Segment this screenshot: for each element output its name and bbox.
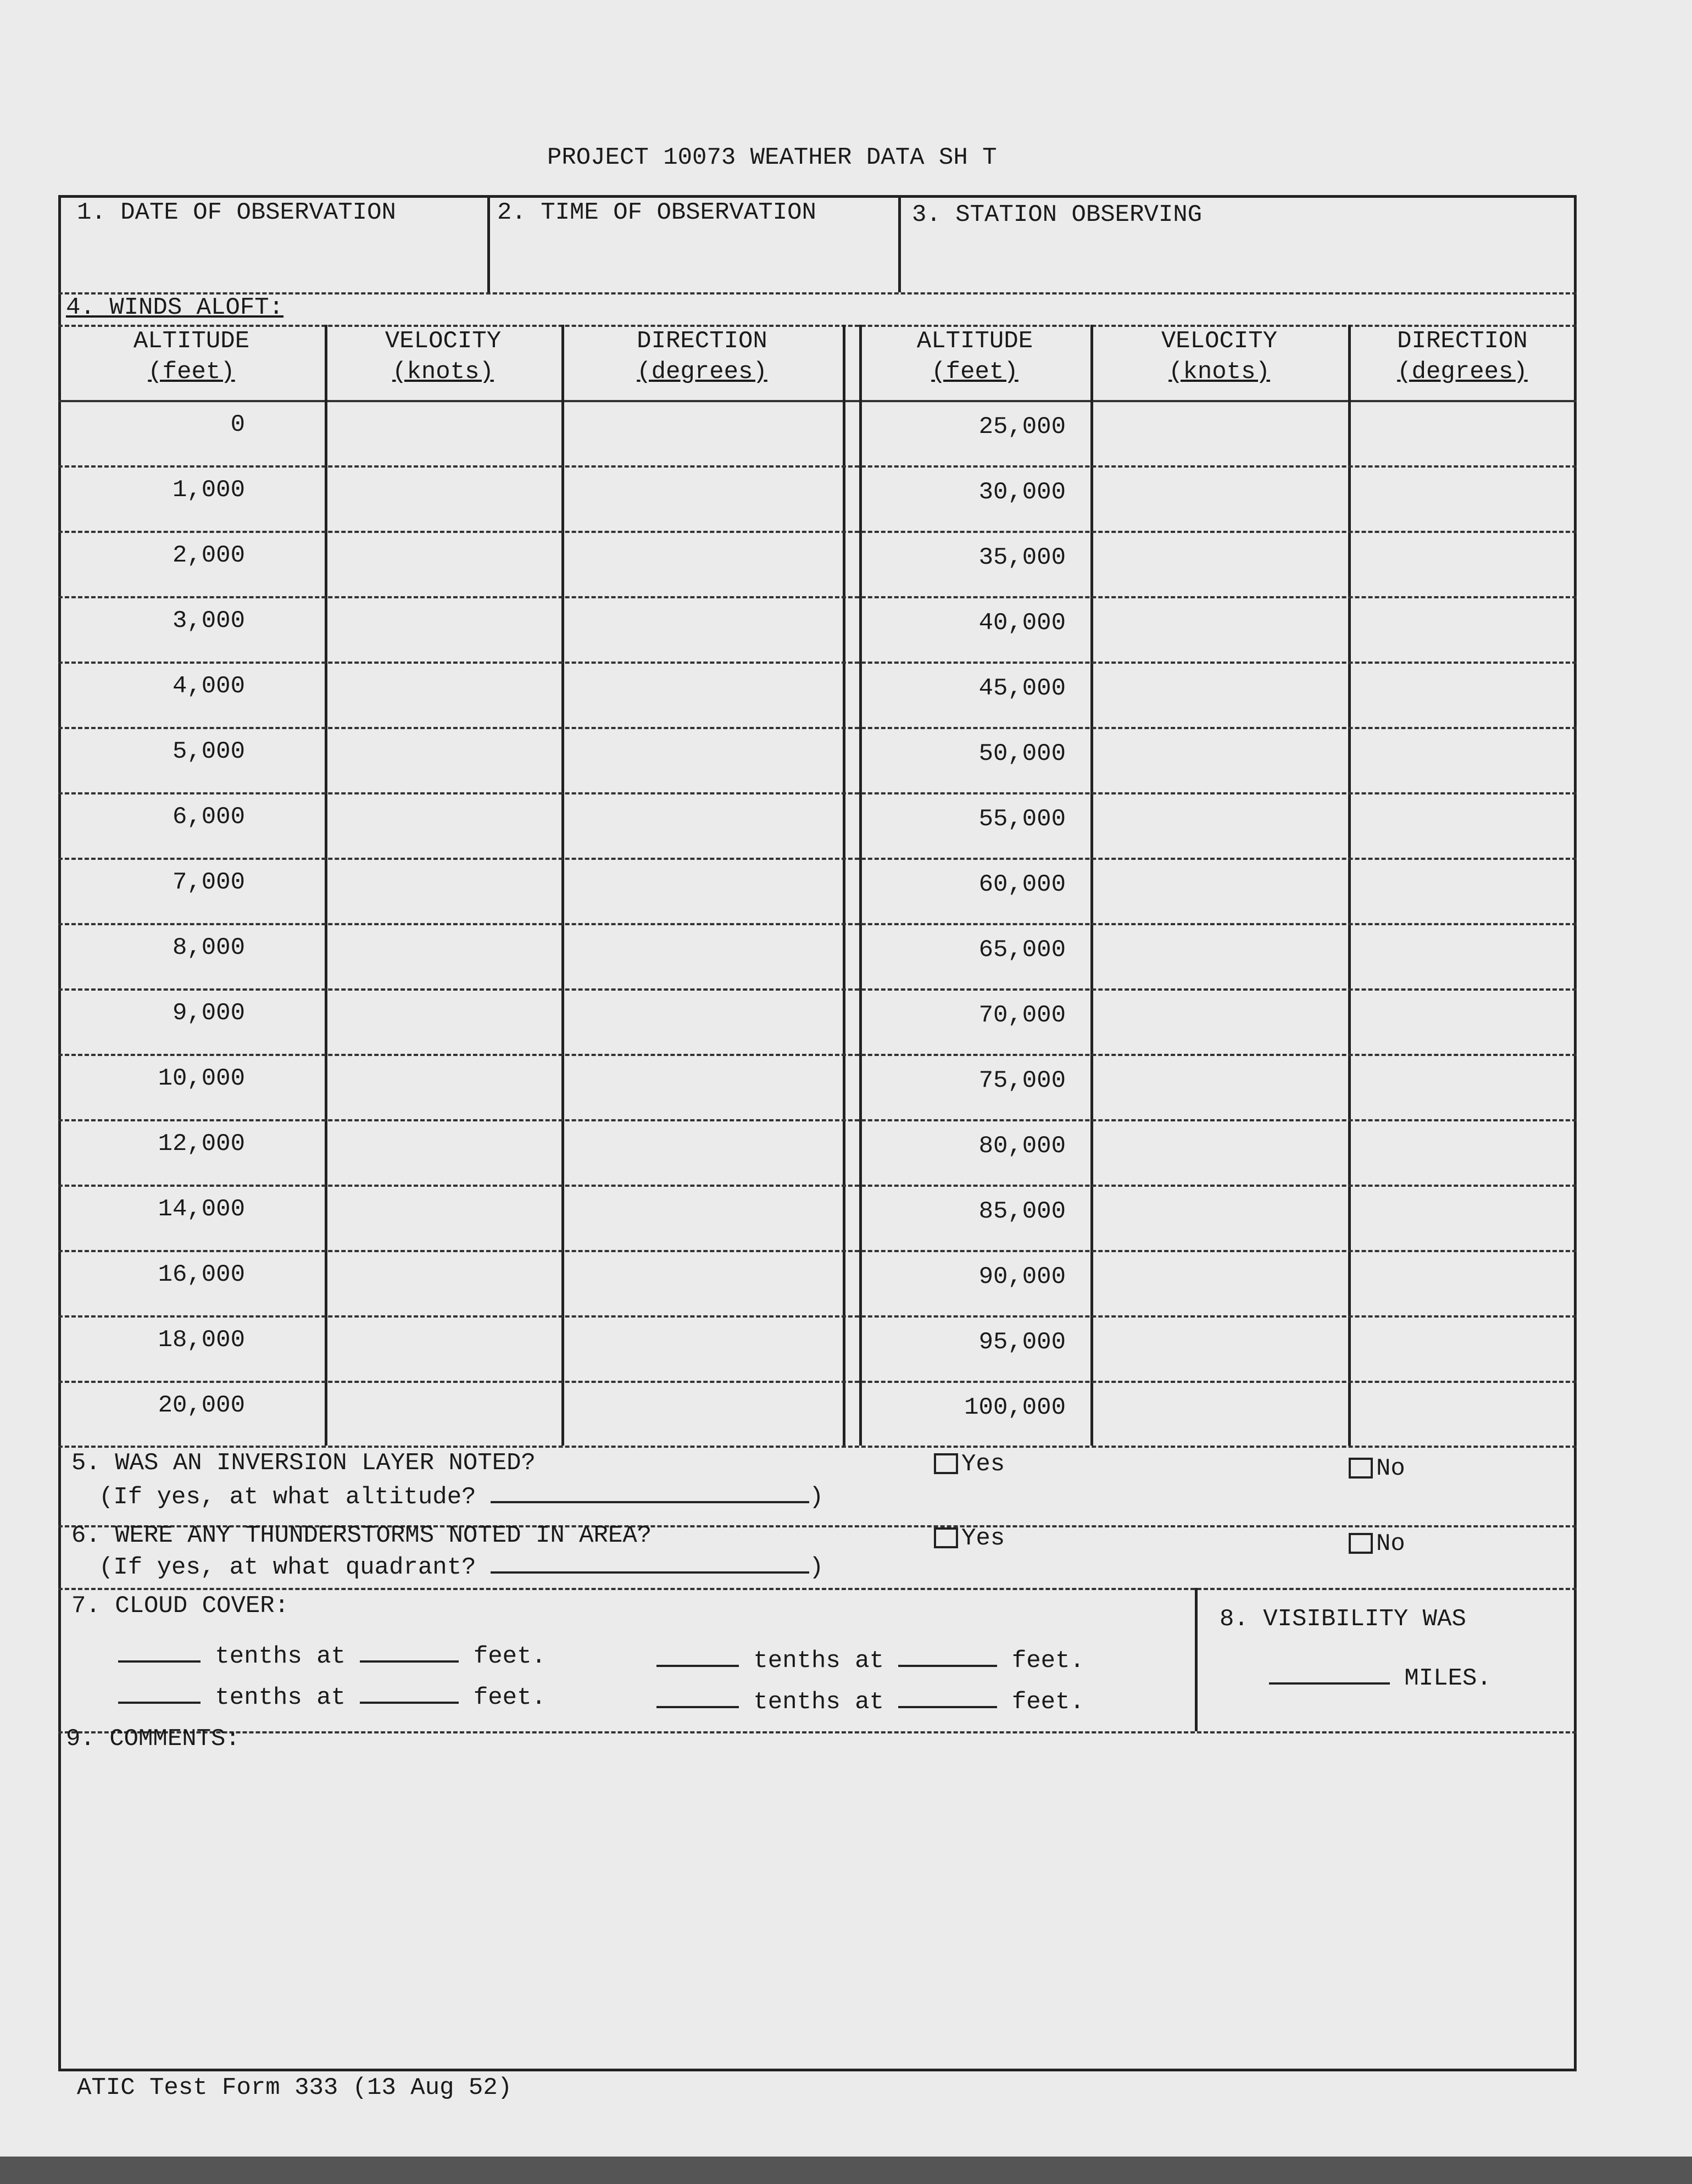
wind-entry-cell[interactable] [325,1119,561,1185]
wind-entry-cell[interactable] [325,400,561,465]
yes-label: Yes [961,1451,1005,1478]
wind-entry-cell[interactable] [561,531,843,596]
altitude-left: 0 [230,411,245,438]
comments-label: 9. COMMENTS: [66,1725,240,1753]
wind-entry-cell[interactable] [325,1054,561,1119]
checkbox[interactable] [934,1453,958,1474]
column-header: ALTITUDE [916,327,1033,355]
tenths-at-label: tenths at [215,1684,346,1711]
feet-field[interactable] [360,1660,459,1663]
feet-field[interactable] [898,1665,997,1667]
altitude-right: 80,000 [978,1132,1066,1160]
cloud-cover-row [656,1647,1084,1675]
wind-entry-cell[interactable] [1090,727,1348,792]
inversion-altitude-label [99,1483,823,1511]
divider [58,1446,1577,1448]
column-header-unit: (feet) [931,358,1018,386]
checkbox[interactable] [1349,1458,1373,1479]
wind-entry-cell[interactable] [561,858,843,923]
thunderstorm-quadrant-field[interactable] [491,1571,809,1574]
no-label: No [1376,1455,1405,1482]
altitude-right: 70,000 [978,1002,1066,1029]
wind-entry-cell[interactable] [561,1054,843,1119]
altitude-left: 6,000 [172,803,245,831]
wind-entry-cell[interactable] [1348,1185,1577,1250]
wind-entry-cell[interactable] [325,1381,561,1446]
wind-entry-cell[interactable] [561,1119,843,1185]
column-header-unit: (degrees) [1397,358,1528,386]
tenths-at-label: tenths at [753,1647,884,1675]
tenths-field[interactable] [118,1702,201,1704]
wind-entry-cell[interactable] [1348,596,1577,662]
wind-entry-cell[interactable] [1348,1315,1577,1381]
altitude-right: 30,000 [978,479,1066,506]
wind-entry-cell[interactable] [1348,465,1577,531]
wind-entry-cell[interactable] [1348,1054,1577,1119]
wind-entry-cell[interactable] [1090,1250,1348,1315]
feet-field[interactable] [898,1706,997,1708]
checkbox[interactable] [934,1527,958,1548]
wind-entry-cell[interactable] [325,1315,561,1381]
wind-entry-cell[interactable] [1090,1185,1348,1250]
altitude-left: 2,000 [172,542,245,569]
inversion-question: 5. WAS AN INVERSION LAYER NOTED? [71,1449,536,1477]
wind-entry-cell[interactable] [1090,858,1348,923]
wind-entry-cell[interactable] [325,1185,561,1250]
altitude-right: 100,000 [964,1394,1066,1421]
divider [898,195,901,292]
thunderstorm-question: 6. WERE ANY THUNDERSTORMS NOTED IN AREA? [71,1522,652,1549]
yes-label: Yes [961,1525,1005,1552]
wind-entry-cell[interactable] [1090,662,1348,727]
paren: ) [809,1483,824,1511]
wind-entry-cell[interactable] [325,923,561,988]
column-header: DIRECTION [637,327,767,355]
wind-entry-cell[interactable] [561,596,843,662]
cloud-cover-row [118,1684,546,1711]
altitude-left: 9,000 [172,999,245,1027]
wind-entry-cell[interactable] [1348,1119,1577,1185]
inversion-altitude-field[interactable] [491,1501,809,1503]
altitude-left: 16,000 [158,1261,245,1288]
time-of-observation-label: 2. TIME OF OBSERVATION [497,199,816,226]
tenths-field[interactable] [118,1660,201,1663]
altitude-right: 35,000 [978,544,1066,571]
divider [487,195,490,292]
scan-edge [0,2157,1692,2184]
altitude-right: 40,000 [978,609,1066,637]
checkbox[interactable] [1349,1533,1373,1554]
column-header-unit: (feet) [148,358,235,386]
wind-entry-cell[interactable] [561,662,843,727]
form-title: PROJECT 10073 WEATHER DATA SH T [547,144,997,171]
wind-entry-cell[interactable] [1348,1250,1577,1315]
column-header: DIRECTION [1397,327,1528,355]
feet-label: feet. [1011,1647,1084,1675]
visibility-row [1269,1665,1491,1692]
column-divider [859,325,862,1446]
feet-field[interactable] [360,1702,459,1704]
wind-entry-cell[interactable] [325,858,561,923]
altitude-left: 18,000 [158,1326,245,1354]
wind-entry-cell[interactable] [1090,531,1348,596]
column-divider [843,325,845,1446]
wind-entry-cell[interactable] [561,923,843,988]
wind-entry-cell[interactable] [561,1250,843,1315]
wind-entry-cell[interactable] [1348,1381,1577,1446]
visibility-label: 8. VISIBILITY WAS [1220,1605,1466,1633]
altitude-left: 12,000 [158,1130,245,1158]
paren: ) [809,1554,824,1581]
inversion-yes-option[interactable] [934,1451,1005,1478]
thunderstorm-no-option[interactable] [1349,1530,1405,1558]
cloud-cover-row [118,1643,546,1670]
column-header-unit: (degrees) [637,358,767,386]
thunderstorm-quadrant-label [99,1554,823,1581]
wind-entry-cell[interactable] [1348,858,1577,923]
divider [58,292,1577,294]
wind-entry-cell[interactable] [325,792,561,858]
comments-area[interactable] [71,1764,1566,2060]
wind-entry-cell[interactable] [561,1185,843,1250]
tenths-at-label: tenths at [215,1643,346,1670]
cloud-cover-label: 7. CLOUD COVER: [71,1592,290,1620]
winds-aloft-label: 4. WINDS ALOFT: [66,294,284,321]
column-header-unit: (knots) [1168,358,1270,386]
wind-entry-cell[interactable] [1090,596,1348,662]
wind-entry-cell[interactable] [561,465,843,531]
cloud-cover-row [656,1688,1084,1716]
wind-entry-cell[interactable] [1090,465,1348,531]
altitude-right: 45,000 [978,675,1066,702]
wind-entry-cell[interactable] [561,1381,843,1446]
wind-entry-cell[interactable] [1348,400,1577,465]
altitude-left: 20,000 [158,1392,245,1419]
wind-entry-cell[interactable] [1090,1315,1348,1381]
wind-entry-cell[interactable] [1090,1119,1348,1185]
wind-entry-cell[interactable] [1348,988,1577,1054]
altitude-right: 65,000 [978,936,1066,964]
no-label: No [1376,1530,1405,1558]
divider [1195,1588,1198,1731]
tenths-field[interactable] [656,1665,739,1667]
wind-entry-cell[interactable] [1348,531,1577,596]
wind-entry-cell[interactable] [1348,727,1577,792]
altitude-right: 75,000 [978,1067,1066,1094]
station-observing-label: 3. STATION OBSERVING [912,201,1203,229]
wind-entry-cell[interactable] [1090,988,1348,1054]
altitude-left: 7,000 [172,869,245,896]
wind-entry-cell[interactable] [1348,923,1577,988]
wind-entry-cell[interactable] [561,727,843,792]
wind-entry-cell[interactable] [325,1250,561,1315]
altitude-left: 1,000 [172,476,245,504]
altitude-right: 95,000 [978,1329,1066,1356]
visibility-field[interactable] [1269,1682,1390,1685]
wind-entry-cell[interactable] [561,988,843,1054]
altitude-right: 25,000 [978,413,1066,441]
wind-entry-cell[interactable] [325,727,561,792]
tenths-field[interactable] [656,1706,739,1708]
wind-entry-cell[interactable] [561,400,843,465]
date-of-observation-label: 1. DATE OF OBSERVATION [77,199,396,226]
altitude-left: 5,000 [172,738,245,765]
form-footer: ATIC Test Form 333 (13 Aug 52) [77,2074,513,2102]
wind-entry-cell[interactable] [1090,400,1348,465]
wind-entry-cell[interactable] [1090,792,1348,858]
feet-label: feet. [473,1684,546,1711]
column-header: VELOCITY [385,327,502,355]
altitude-left: 4,000 [172,673,245,700]
column-header: ALTITUDE [133,327,250,355]
column-header: VELOCITY [1161,327,1278,355]
feet-label: feet. [473,1643,546,1670]
wind-entry-cell[interactable] [325,531,561,596]
wind-entry-cell[interactable] [325,988,561,1054]
wind-entry-cell[interactable] [561,1315,843,1381]
wind-entry-cell[interactable] [1348,662,1577,727]
altitude-left: 14,000 [158,1196,245,1223]
wind-entry-cell[interactable] [1090,1054,1348,1119]
thunderstorm-quadrant-text: (If yes, at what quadrant? [99,1554,476,1581]
feet-label: feet. [1011,1688,1084,1716]
wind-entry-cell[interactable] [325,465,561,531]
divider [58,1588,1577,1590]
divider [58,1731,1577,1733]
wind-entry-cell[interactable] [561,792,843,858]
miles-label: MILES. [1404,1665,1491,1692]
column-header-unit: (knots) [392,358,494,386]
altitude-right: 90,000 [978,1263,1066,1291]
tenths-at-label: tenths at [753,1688,884,1716]
wind-entry-cell[interactable] [1348,792,1577,858]
altitude-right: 50,000 [978,740,1066,768]
inversion-altitude-text: (If yes, at what altitude? [99,1483,476,1511]
wind-entry-cell[interactable] [325,662,561,727]
altitude-right: 55,000 [978,805,1066,833]
thunderstorm-yes-option[interactable] [934,1525,1005,1552]
wind-entry-cell[interactable] [1090,1381,1348,1446]
wind-entry-cell[interactable] [1090,923,1348,988]
altitude-left: 3,000 [172,607,245,635]
altitude-left: 8,000 [172,934,245,962]
altitude-left: 10,000 [158,1065,245,1092]
altitude-right: 85,000 [978,1198,1066,1225]
inversion-no-option[interactable] [1349,1455,1405,1482]
altitude-right: 60,000 [978,871,1066,898]
wind-entry-cell[interactable] [325,596,561,662]
